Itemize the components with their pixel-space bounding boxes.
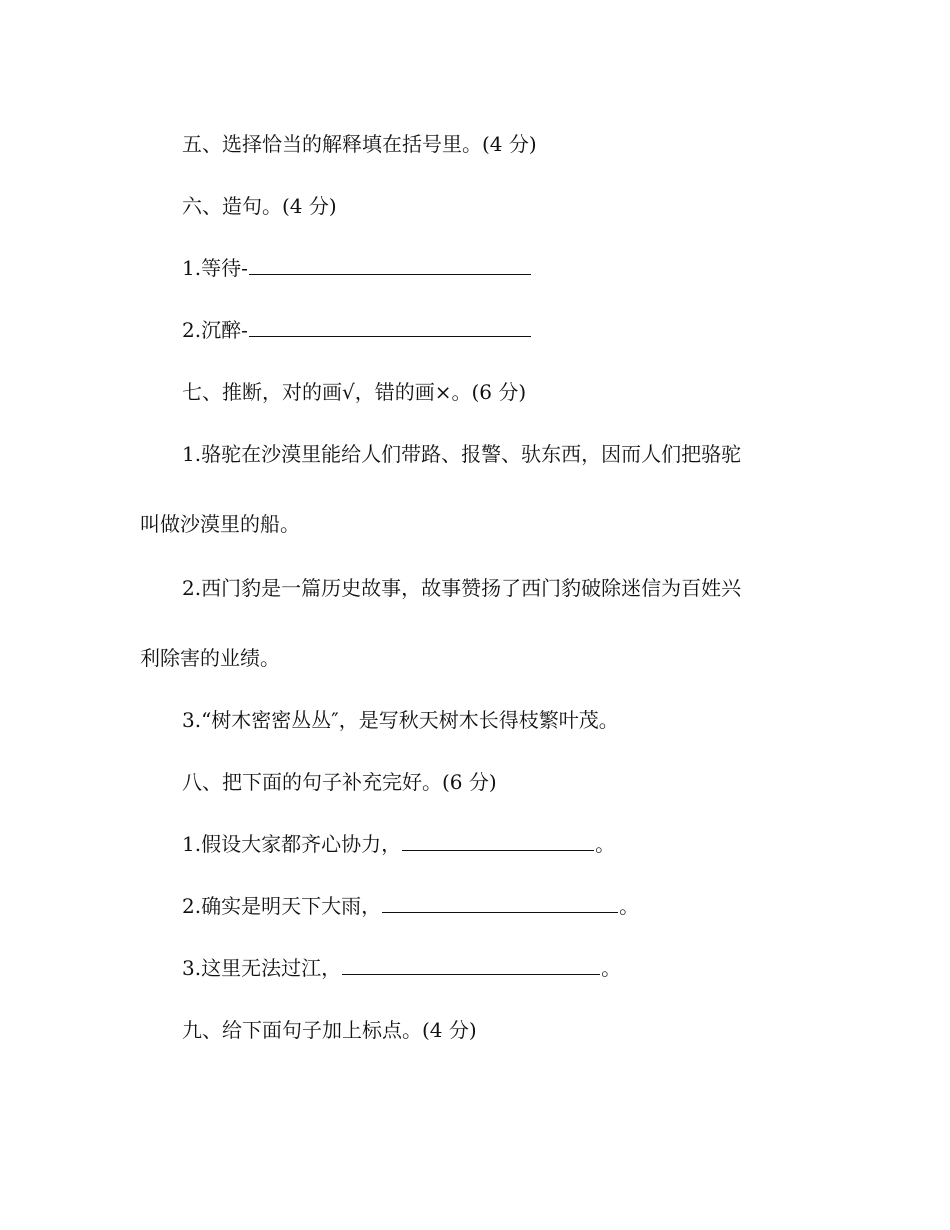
section-8-item-3-text: 3.这里无法过江， [182,956,342,980]
section-7-item-2-line-2: 利除害的业绩。 [140,646,280,670]
answer-blank [249,254,531,275]
period: 。 [619,894,640,918]
period: 。 [601,956,622,980]
section-6-item-2 [182,316,532,344]
section-7-heading: 七、推断，对的画√，错的画×。(6 分) [182,380,527,404]
section-8-item-2-text: 2.确实是明天下大雨， [182,894,382,918]
period: 。 [595,832,616,856]
answer-blank [382,892,618,913]
answer-blank [402,830,594,851]
section-6-heading: 六、造句。(4 分) [182,194,337,218]
section-8-item-3 [182,954,621,982]
section-7-item-1-line-1: 1.骆驼在沙漠里能给人们带路、报警、驮东西，因而人们把骆驼 [182,442,742,466]
section-6-item-1 [182,254,532,282]
answer-blank [342,954,600,975]
answer-blank [249,316,531,337]
section-7-item-1-line-2: 叫做沙漠里的船。 [140,512,300,536]
section-5-heading: 五、选择恰当的解释填在括号里。(4 分) [182,132,537,156]
section-7-item-3: 3.“树木密密丛丛″，是写秋天树木长得枝繁叶茂。 [182,708,619,732]
section-6-item-2-text: 2.沉醉- [182,318,248,342]
section-8-item-1 [182,830,615,858]
section-8-item-2 [182,892,639,920]
section-9-heading: 九、给下面句子加上标点。(4 分) [182,1018,477,1042]
section-7-item-2-line-1: 2.西门豹是一篇历史故事，故事赞扬了西门豹破除迷信为百姓兴 [182,576,742,600]
section-6-item-1-text: 1.等待- [182,256,248,280]
section-8-heading: 八、把下面的句子补充完好。(6 分) [182,770,497,794]
section-8-item-1-text: 1.假设大家都齐心协力， [182,832,402,856]
